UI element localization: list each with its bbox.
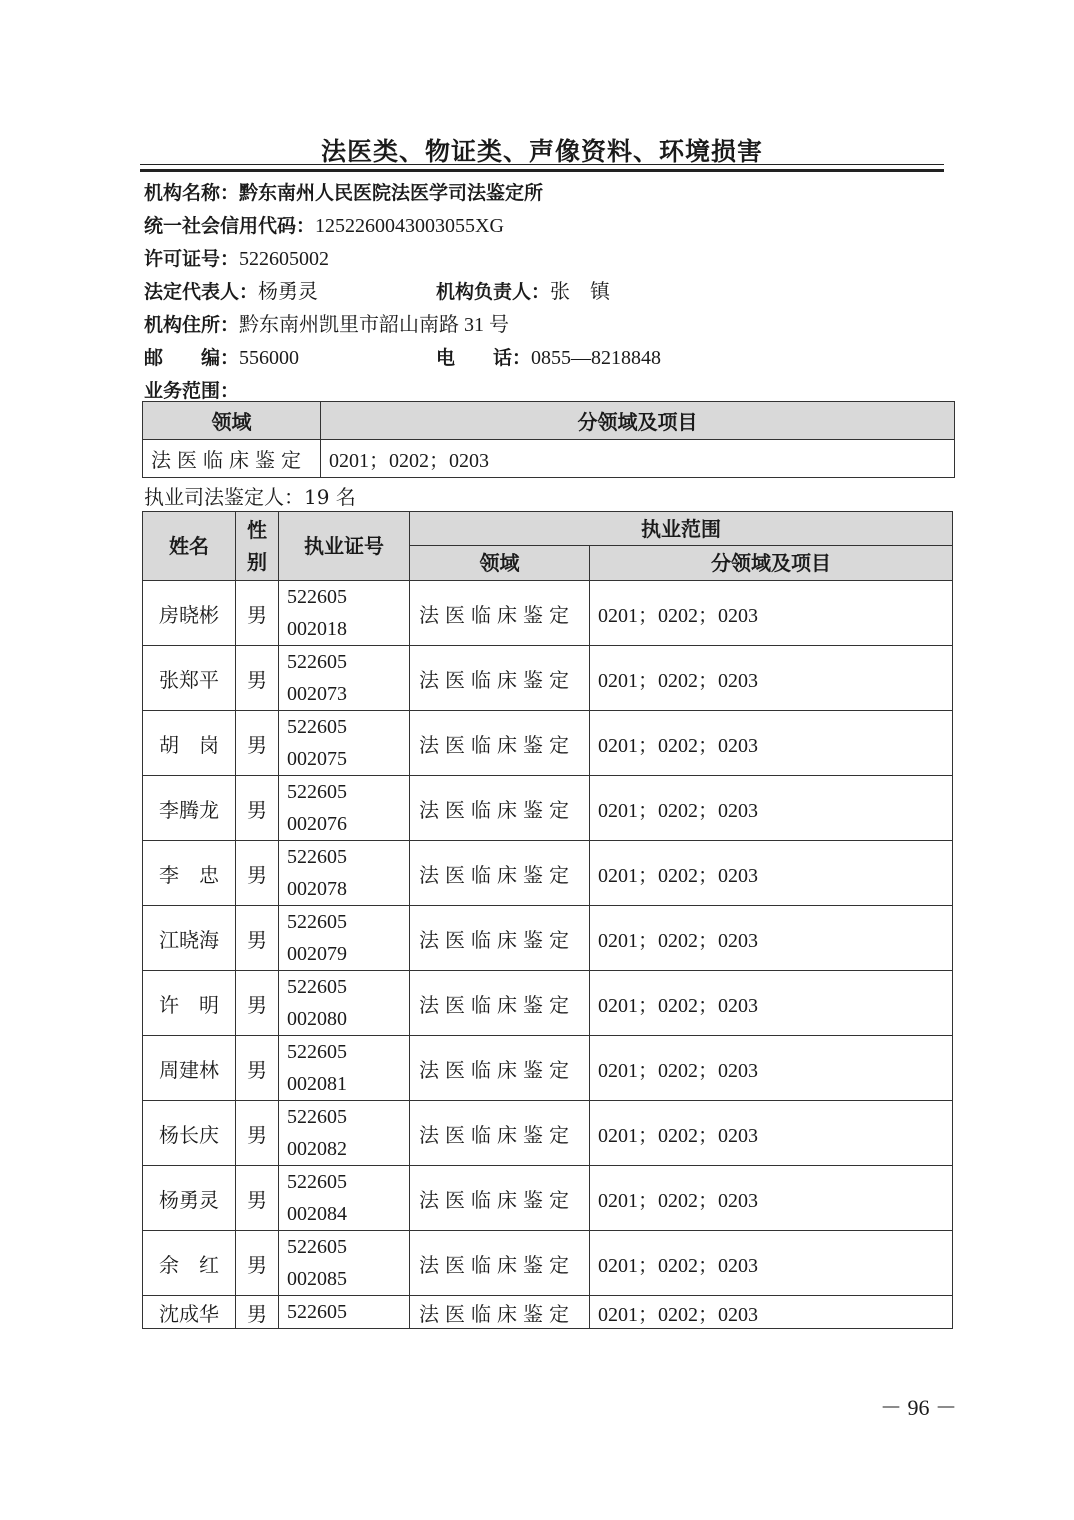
credit-code: 1252260043003055XG bbox=[315, 215, 504, 237]
cert-line-2: 002073 bbox=[287, 683, 347, 705]
expert-cert bbox=[279, 581, 410, 646]
expert-field: 法医临床鉴定 bbox=[410, 1296, 590, 1329]
expert-subfield: 0201；0202；0203 bbox=[590, 1036, 953, 1101]
expert-field: 法医临床鉴定 bbox=[410, 646, 590, 711]
head-group bbox=[436, 275, 610, 309]
expert-field: 法医临床鉴定 bbox=[410, 1036, 590, 1101]
postcode: 556000 bbox=[239, 347, 300, 369]
cert-line-2: 002084 bbox=[287, 1203, 347, 1225]
head-label: 机构负责人： bbox=[436, 281, 551, 303]
phone-label: 电 话： bbox=[436, 347, 532, 369]
cert-line-2: 002082 bbox=[287, 1138, 347, 1160]
table-row bbox=[143, 1231, 953, 1296]
info-name-line bbox=[144, 176, 954, 209]
expert-name: 杨勇灵 bbox=[143, 1166, 236, 1231]
expert-field: 法医临床鉴定 bbox=[410, 581, 590, 646]
cert-line-1: 522605 bbox=[287, 1236, 347, 1258]
cert-line-1: 522605 bbox=[287, 1041, 347, 1063]
cert-line-2: 002018 bbox=[287, 618, 347, 640]
table-row bbox=[143, 1036, 953, 1101]
expert-name: 沈成华 bbox=[143, 1296, 236, 1329]
table-row bbox=[143, 841, 953, 906]
expert-field: 法医临床鉴定 bbox=[410, 971, 590, 1036]
expert-subfield: 0201；0202；0203 bbox=[590, 776, 953, 841]
cert-line-1: 522605 bbox=[287, 1301, 347, 1323]
experts-header-row-1 bbox=[143, 512, 953, 546]
expert-subfield: 0201；0202；0203 bbox=[590, 906, 953, 971]
cert-line-1: 522605 bbox=[287, 976, 347, 998]
expert-gender: 男 bbox=[236, 1296, 279, 1329]
scope-row bbox=[143, 440, 955, 478]
expert-subfield: 0201；0202；0203 bbox=[590, 1166, 953, 1231]
expert-cert bbox=[279, 776, 410, 841]
cert-line-1: 522605 bbox=[287, 1106, 347, 1128]
header-cert: 执业证号 bbox=[279, 512, 410, 581]
address: 黔东南州凯里市韶山南路 31 号 bbox=[239, 314, 510, 336]
expert-name: 杨长庆 bbox=[143, 1101, 236, 1166]
expert-gender: 男 bbox=[236, 1231, 279, 1296]
license-label: 许可证号： bbox=[144, 248, 240, 270]
expert-name: 许 明 bbox=[143, 971, 236, 1036]
credit-label: 统一社会信用代码： bbox=[144, 215, 316, 237]
expert-gender: 男 bbox=[236, 1166, 279, 1231]
expert-name: 余 红 bbox=[143, 1231, 236, 1296]
table-row bbox=[143, 1296, 953, 1329]
expert-gender: 男 bbox=[236, 841, 279, 906]
expert-subfield: 0201；0202；0203 bbox=[590, 971, 953, 1036]
cert-line-2: 002080 bbox=[287, 1008, 347, 1030]
header-subfield: 分领域及项目 bbox=[590, 546, 953, 581]
experts-count-label: 执业司法鉴定人：19 名 bbox=[144, 485, 356, 509]
info-rep-line bbox=[144, 275, 954, 308]
address-label: 机构住所： bbox=[144, 314, 240, 336]
expert-cert bbox=[279, 1166, 410, 1231]
expert-cert bbox=[279, 1296, 410, 1329]
expert-cert bbox=[279, 1036, 410, 1101]
header-rule-thick bbox=[140, 169, 944, 172]
expert-name: 李 忠 bbox=[143, 841, 236, 906]
expert-cert bbox=[279, 1101, 410, 1166]
cert-line-1: 522605 bbox=[287, 586, 347, 608]
expert-subfield: 0201；0202；0203 bbox=[590, 1101, 953, 1166]
expert-cert bbox=[279, 1231, 410, 1296]
expert-field: 法医临床鉴定 bbox=[410, 906, 590, 971]
expert-field: 法医临床鉴定 bbox=[410, 776, 590, 841]
expert-name: 周建林 bbox=[143, 1036, 236, 1101]
expert-gender: 男 bbox=[236, 776, 279, 841]
expert-name: 李腾龙 bbox=[143, 776, 236, 841]
cert-line-1: 522605 bbox=[287, 911, 347, 933]
cert-line-1: 522605 bbox=[287, 781, 347, 803]
header-gender: 性别 bbox=[236, 512, 279, 581]
scope-header-field: 领域 bbox=[143, 402, 321, 440]
header-field: 领域 bbox=[410, 546, 590, 581]
expert-name: 张郑平 bbox=[143, 646, 236, 711]
table-row bbox=[143, 1101, 953, 1166]
institution-info bbox=[144, 176, 954, 407]
cert-line-2: 002085 bbox=[287, 1268, 347, 1290]
expert-gender: 男 bbox=[236, 1101, 279, 1166]
expert-field: 法医临床鉴定 bbox=[410, 1101, 590, 1166]
license-number: 522605002 bbox=[239, 248, 330, 270]
header-rule-thin bbox=[140, 164, 944, 165]
experts-table-body bbox=[143, 581, 953, 1329]
scope-label: 业务范围： bbox=[144, 380, 240, 402]
header-scope: 执业范围 bbox=[410, 512, 953, 546]
cert-line-2: 002075 bbox=[287, 748, 347, 770]
scope-header-subfield: 分领域及项目 bbox=[321, 402, 955, 440]
expert-gender: 男 bbox=[236, 971, 279, 1036]
expert-cert bbox=[279, 906, 410, 971]
expert-subfield: 0201；0202；0203 bbox=[590, 1296, 953, 1329]
experts-table bbox=[142, 511, 953, 1329]
cert-line-2: 002076 bbox=[287, 813, 347, 835]
expert-gender: 男 bbox=[236, 906, 279, 971]
table-row bbox=[143, 776, 953, 841]
table-row bbox=[143, 1166, 953, 1231]
expert-name: 胡 岗 bbox=[143, 711, 236, 776]
expert-field: 法医临床鉴定 bbox=[410, 1231, 590, 1296]
cert-line-1: 522605 bbox=[287, 1171, 347, 1193]
business-scope-table bbox=[142, 401, 955, 478]
expert-field: 法医临床鉴定 bbox=[410, 711, 590, 776]
expert-gender: 男 bbox=[236, 646, 279, 711]
head-name: 张 镇 bbox=[550, 281, 611, 303]
table-row bbox=[143, 581, 953, 646]
expert-subfield: 0201；0202；0203 bbox=[590, 711, 953, 776]
legal-rep-label: 法定代表人： bbox=[144, 281, 259, 303]
info-license-line bbox=[144, 242, 954, 275]
phone-group bbox=[436, 341, 661, 375]
table-row bbox=[143, 906, 953, 971]
expert-gender: 男 bbox=[236, 711, 279, 776]
cert-line-2: 002078 bbox=[287, 878, 347, 900]
scope-subfield: 0201；0202；0203 bbox=[321, 440, 955, 478]
cert-line-2: 002079 bbox=[287, 943, 347, 965]
page-number: － 96 － bbox=[880, 1395, 958, 1420]
expert-subfield: 0201；0202；0203 bbox=[590, 1231, 953, 1296]
name-label: 机构名称： bbox=[144, 182, 240, 204]
expert-cert bbox=[279, 841, 410, 906]
expert-subfield: 0201；0202；0203 bbox=[590, 841, 953, 906]
info-postcode-line bbox=[144, 341, 954, 374]
expert-subfield: 0201；0202；0203 bbox=[590, 581, 953, 646]
cert-line-1: 522605 bbox=[287, 716, 347, 738]
table-row bbox=[143, 711, 953, 776]
expert-gender: 男 bbox=[236, 1036, 279, 1101]
expert-cert bbox=[279, 711, 410, 776]
table-row bbox=[143, 646, 953, 711]
info-address-line bbox=[144, 308, 954, 341]
phone: 0855—8218848 bbox=[531, 347, 662, 369]
postcode-label: 邮 编： bbox=[144, 347, 240, 369]
expert-name: 房晓彬 bbox=[143, 581, 236, 646]
expert-cert bbox=[279, 646, 410, 711]
institution-name: 黔东南州人民医院法医学司法鉴定所 bbox=[239, 182, 544, 204]
scope-header-row bbox=[143, 402, 955, 440]
expert-name: 江晓海 bbox=[143, 906, 236, 971]
expert-field: 法医临床鉴定 bbox=[410, 841, 590, 906]
expert-cert bbox=[279, 971, 410, 1036]
expert-field: 法医临床鉴定 bbox=[410, 1166, 590, 1231]
cert-line-2: 002081 bbox=[287, 1073, 347, 1095]
expert-subfield: 0201；0202；0203 bbox=[590, 646, 953, 711]
header-name: 姓名 bbox=[143, 512, 236, 581]
cert-line-1: 522605 bbox=[287, 846, 347, 868]
info-credit-line bbox=[144, 209, 954, 242]
scope-field: 法医临床鉴定 bbox=[143, 440, 321, 478]
expert-gender: 男 bbox=[236, 581, 279, 646]
cert-line-1: 522605 bbox=[287, 651, 347, 673]
legal-rep: 杨勇灵 bbox=[258, 281, 319, 303]
page-title: 法医类、物证类、声像资料、环境损害 bbox=[320, 137, 763, 166]
table-row bbox=[143, 971, 953, 1036]
